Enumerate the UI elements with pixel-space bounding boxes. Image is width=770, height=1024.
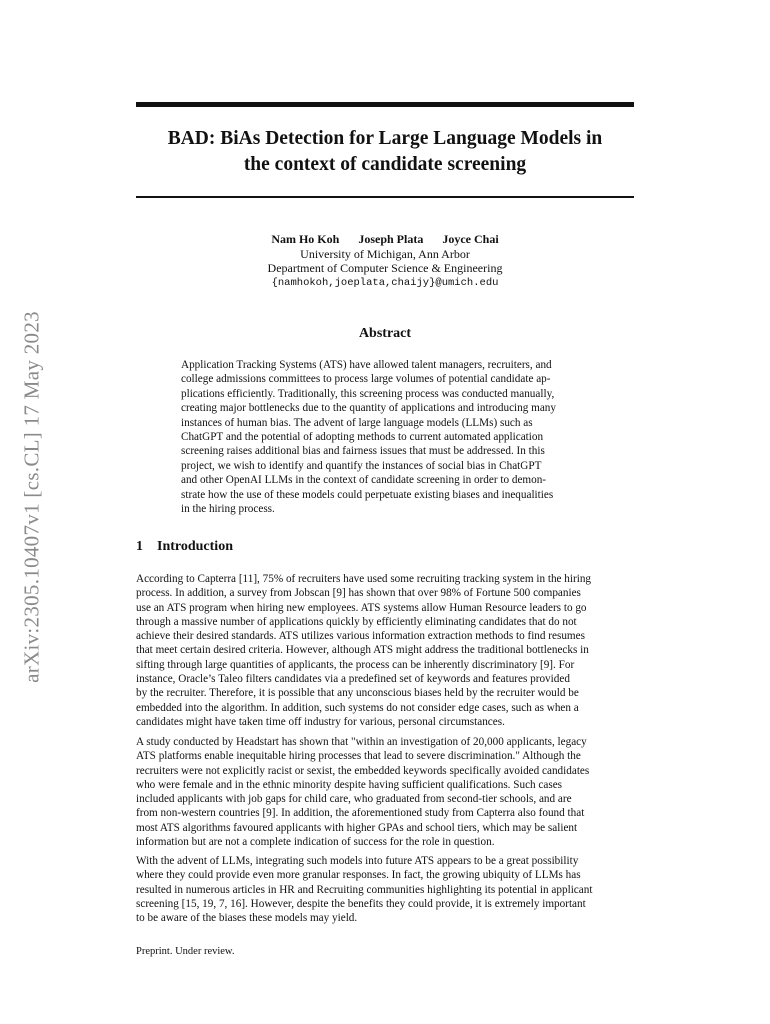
author-name: Nam Ho Koh	[271, 232, 340, 246]
paragraph-line: information but are not a complete indication of success for the role in question.	[136, 836, 495, 849]
abstract-line: and other OpenAI LLMs in the context of candidate screening in order to demon-	[181, 474, 547, 487]
paragraph-line: who were female and in the ethnic minority despite having sufficient qualifications. Such cases	[136, 778, 563, 791]
affiliation: University of Michigan, Ann Arbor	[300, 246, 470, 261]
paragraph-line: to be aware of the biases these models may yield.	[136, 912, 358, 925]
paragraph-line: According to Capterra [11], 75% of recruiters have used some recruiting tracking system in the hiring	[136, 573, 592, 585]
preprint-footnote: Preprint. Under review.	[136, 946, 235, 957]
paragraph-line: candidates might have taken time off industry for various, personal circumstances.	[136, 715, 505, 728]
abstract-line: project, we wish to identify and quantify the instances of social bias in ChatGPT	[181, 459, 542, 472]
abstract-heading: Abstract	[358, 326, 412, 341]
paragraph-line: instance, Oracle’s Taleo filters candidates via a predefined set of keywords and features provided	[136, 673, 570, 686]
abstract-line: ChatGPT and the potential of adopting methods to current automated application	[181, 431, 544, 444]
title-top-rule	[136, 102, 634, 107]
abstract-line: instances of human bias. The advent of large language models (LLMs) such as	[181, 416, 533, 429]
paragraph-line: through a massive number of applications quickly by efficiently eliminating candidates that do not	[136, 615, 577, 628]
paragraph-line: recruiters were not explicitly racist or sexist, the embedded keywords specifically avoided candidates	[136, 764, 590, 777]
author-emails: {namhokoh,joeplata,chaijy}@umich.edu	[271, 276, 499, 289]
abstract-body	[181, 358, 591, 516]
department: Department of Computer Science & Engineering	[267, 261, 503, 275]
paragraph-line: A study conducted by Headstart has shown that "within an investigation of 20,000 applicants, legacy	[136, 736, 587, 748]
section-number: 1	[136, 539, 143, 554]
arxiv-identifier-text: arXiv:2305.10407v1 [cs.CL] 17 May 2023	[19, 311, 44, 683]
paragraph-line: achieve their desired standards. ATS utilizes various information extraction methods to find resumes	[136, 630, 585, 643]
paragraph-line: resulted in numerous articles in HR and Recruiting communities highlighting its potential in applicant	[136, 883, 593, 896]
abstract-line: creating major bottlenecks due to the quantity of applications and introducing many	[181, 402, 556, 415]
abstract-line: in the hiring process.	[181, 503, 275, 516]
paragraph-line: With the advent of LLMs, integrating such models into future ATS appears to be a great possibility	[136, 855, 579, 867]
paper-title	[136, 126, 634, 178]
paragraph-1	[136, 572, 634, 729]
paragraph-3	[136, 854, 634, 925]
abstract-line: plications efficiently. Traditionally, this screening process was conducted manually,	[181, 387, 555, 400]
section-heading-introduction	[136, 539, 233, 555]
abstract-line: screening raises additional bias and fairness issues that must be addressed. In this	[181, 445, 545, 458]
section-title: Introduction	[157, 539, 233, 554]
paragraph-2	[136, 735, 634, 849]
author-name: Joyce Chai	[442, 232, 499, 246]
paragraph-line: process. In addition, a survey from Jobscan [9] has shown that over 98% of Fortune 500 companies	[136, 587, 581, 600]
paragraph-line: included applicants with job gaps for child care, who graduated from second-tier schools, and are	[136, 793, 572, 806]
title-line: BAD: BiAs Detection for Large Language Models in	[167, 128, 603, 149]
title-line: the context of candidate screening	[243, 154, 527, 175]
paragraph-line: use an ATS program when hiring new employees. ATS systems allow Human Resource leaders to go	[136, 601, 587, 614]
paragraph-line: screening [15, 19, 7, 16]. However, despite the benefits they could provide, it is extremely important	[136, 897, 586, 910]
paragraph-line: embedded into the algorithm. In addition, such systems do not consider edge cases, such as when a	[136, 701, 579, 714]
paragraph-line: ATS platforms enable inequitable hiring processes that lead to severe discrimination." Although the	[136, 750, 581, 763]
paragraph-line: by the recruiter. Therefore, it is possible that any unconscious biases held by the recruiter would be	[136, 687, 579, 700]
author-names	[136, 232, 634, 247]
author-name: Joseph Plata	[358, 232, 424, 246]
arxiv-identifier	[12, 268, 52, 726]
title-bottom-rule	[136, 196, 634, 198]
paragraph-line: most ATS algorithms favoured applicants with higher GPAs and school tiers, which may be salient	[136, 821, 578, 834]
abstract-line: college admissions committees to process large volumes of potential candidate ap-	[181, 373, 551, 386]
paragraph-line: where they could provide even more granular responses. In fact, the growing ubiquity of LLMs has	[136, 869, 581, 882]
author-block	[136, 232, 634, 290]
paragraph-line: that meet certain desired criteria. However, although ATS might address the traditional bottlenecks in	[136, 644, 589, 657]
abstract-line: Application Tracking Systems (ATS) have allowed talent managers, recruiters, and	[181, 359, 552, 371]
paragraph-line: sifting through large quantities of applicants, the process can be inherently discriminatory [9]. For	[136, 658, 575, 671]
abstract-line: strate how the use of these models could perpetuate existing biases and inequalities	[181, 488, 554, 501]
paragraph-line: from non-western countries [9]. In addition, the aforementioned study from Capterra also found that	[136, 807, 585, 820]
